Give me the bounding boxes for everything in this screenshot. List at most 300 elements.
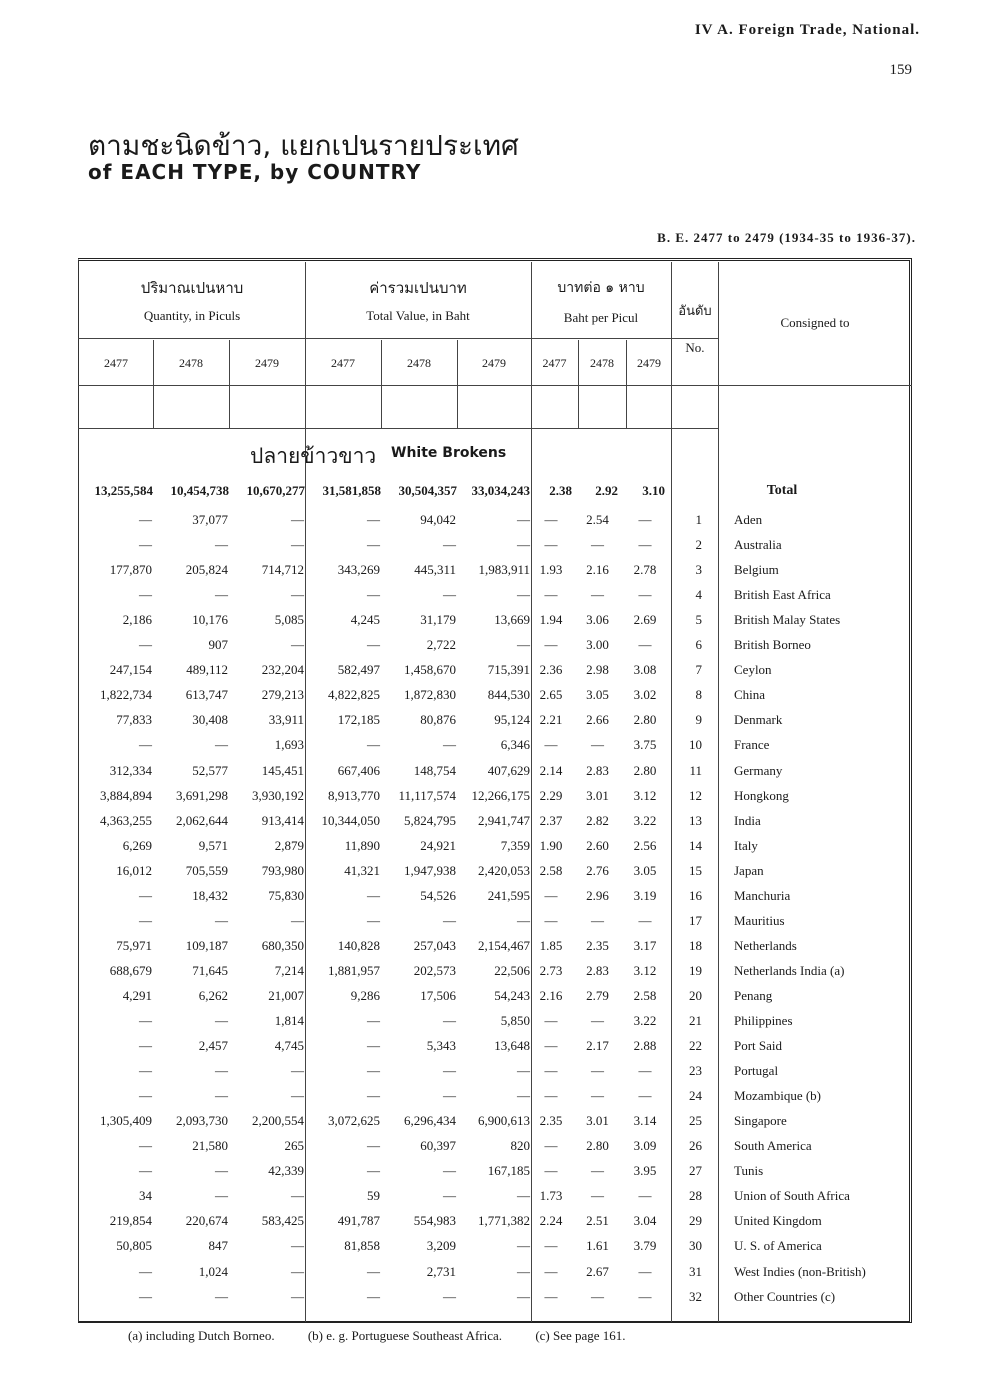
quantity-2477-cell: — [139,1138,152,1154]
value-2477-cell: 59 [367,1188,380,1204]
value-2477-cell: — [367,1088,380,1104]
value-2478-cell: — [443,1163,456,1179]
value-2479-cell: 407,629 [487,762,530,778]
value-2478-cell: 202,573 [413,962,456,978]
value-2479-cell: — [517,587,530,603]
value-2477-cell: 1,881,957 [328,962,380,978]
value-2478-cell: 2,722 [426,637,456,653]
row-number: 27 [689,1163,702,1179]
quantity-2478-cell: 220,674 [185,1213,228,1229]
quantity-2478-cell: — [215,1013,228,1028]
year-header: 2477 [331,356,355,370]
value-2478-cell: 31,179 [420,612,456,628]
value-2479-cell: — [517,1063,530,1079]
quantity-2478-cell: 489,112 [186,662,228,678]
total-perpicul-2479: 3.10 [642,483,665,498]
value-2478-cell: — [443,1188,456,1204]
value-2477-cell: — [367,537,380,553]
quantity-header-en: Quantity, in Piculs [143,308,241,323]
value-2479-cell: 5,850 [500,1013,530,1028]
perpicul-2477-cell: — [544,912,558,928]
country-name: Penang [734,987,773,1003]
country-name: Philippines [734,1013,793,1028]
table-row [0,983,990,1008]
year-header: 2477 [542,356,567,370]
perpicul-2478-cell: 3.05 [586,687,609,703]
value-2478-cell: — [443,1088,456,1104]
perpicul-2479-cell: — [638,1263,652,1279]
quantity-2477-cell: 16,012 [116,862,152,878]
perpicul-2479-cell: — [638,512,652,527]
table-row [0,783,990,808]
quantity-2478-cell: 18,432 [192,887,228,903]
perpicul-2479-cell: 3.02 [633,687,657,703]
quantity-2479-cell: 2,200,554 [252,1113,304,1129]
perpicul-2479-cell: 3.12 [633,962,657,978]
value-2478-cell: — [443,1013,456,1028]
total-perpicul-2477: 2.38 [549,483,572,498]
value-2478-cell: 6,296,434 [404,1113,456,1129]
value-2479-cell: 7,359 [500,837,530,853]
table-row [0,958,990,983]
no-header-thai: อันดับ [678,304,712,319]
perpicul-2479-cell: 3.79 [633,1238,657,1254]
perpicul-2478-cell: — [591,737,604,753]
perpicul-2477-cell: 2.14 [539,762,563,778]
value-2477-cell: — [367,587,380,603]
total-value-2479: 33,034,243 [471,483,530,498]
perpicul-2478-cell: 2.96 [586,887,609,903]
header-divider [78,338,718,339]
country-name: Hongkong [734,787,789,803]
perpicul-header-thai: บาทต่อ ๑ หาบ [557,280,645,296]
quantity-2479-cell: — [291,1288,304,1304]
table-row [0,707,990,732]
perpicul-2478-cell: — [591,1013,604,1028]
table-row [0,908,990,933]
quantity-2477-cell: — [139,1013,152,1028]
perpicul-2478-cell: 3.01 [586,1113,609,1129]
quantity-2479-cell: 42,339 [268,1163,304,1179]
perpicul-2478-cell: 2.79 [586,987,609,1003]
perpicul-2479-cell: 3.09 [633,1138,657,1154]
section-title-thai: ปลายข้าวขาว [250,444,377,468]
quantity-2478-cell: — [215,537,228,553]
perpicul-2477-cell: — [544,1063,558,1079]
perpicul-2477-cell: 2.36 [539,662,563,678]
value-2477-cell: 667,406 [337,762,380,778]
row-number: 25 [689,1113,702,1129]
country-name: South America [734,1138,812,1154]
value-2478-cell: 5,824,795 [404,812,456,828]
table-row [0,1259,990,1284]
total-quantity-2479: 10,670,277 [246,483,305,498]
perpicul-2479-cell: 3.19 [633,887,657,903]
total-quantity-2477: 13,255,584 [94,483,153,498]
row-number: 22 [689,1038,702,1054]
row-number: 17 [689,912,702,928]
value-2478-cell: 554,983 [413,1213,456,1229]
perpicul-2477-cell: — [544,1088,558,1104]
value-header-thai: ค่ารวมเปนบาท [369,279,467,297]
page-number: 159 [889,62,912,78]
perpicul-2477-cell: — [544,637,558,653]
value-2479-cell: — [517,1288,530,1304]
table-row [0,883,990,908]
table-row [0,557,990,582]
country-name: Netherlands [734,937,797,953]
value-2479-cell: 1,983,911 [478,562,530,578]
perpicul-2477-cell: 1.90 [539,837,563,853]
total-quantity-2478: 10,454,738 [170,483,229,498]
quantity-2479-cell: — [291,1188,304,1204]
perpicul-2479-cell: — [638,1288,652,1304]
value-2479-cell: 13,648 [494,1038,530,1054]
value-2479-cell: 715,391 [487,662,530,678]
quantity-2477-cell: — [139,1063,152,1079]
value-2479-cell: 95,124 [494,712,530,728]
perpicul-2479-cell: — [638,1063,652,1079]
perpicul-2477-cell: 1.73 [539,1188,563,1204]
perpicul-2479-cell: 3.22 [633,1013,657,1028]
quantity-2477-cell: 219,854 [109,1213,152,1229]
perpicul-2477-cell: — [544,1288,558,1304]
perpicul-2479-cell: 2.80 [633,712,657,728]
quantity-2478-cell: — [215,1288,228,1304]
value-2478-cell: — [443,587,456,603]
total-value-2478: 30,504,357 [398,483,457,498]
quantity-2477-cell: — [139,637,152,653]
value-2477-cell: 10,344,050 [321,812,380,828]
table-row [0,632,990,657]
value-2478-cell: 11,117,574 [398,787,456,803]
quantity-2479-cell: 680,350 [261,937,304,953]
row-number: 3 [695,562,702,578]
value-2478-cell: 54,526 [420,887,456,903]
year-divider [578,340,579,428]
country-name: Mozambique (b) [734,1088,822,1104]
row-number: 9 [695,712,702,728]
consigned-header: Consigned to [780,315,850,330]
perpicul-2479-cell: 3.17 [633,937,657,953]
table-row [0,1183,990,1208]
value-2479-cell: 2,941,747 [478,812,530,828]
quantity-2479-cell: 793,980 [261,862,304,878]
table-row [0,833,990,858]
country-name: Port Said [734,1038,783,1054]
quantity-2479-cell: 1,693 [274,737,304,753]
table-row [0,1133,990,1158]
year-header: 2479 [482,356,506,370]
value-2477-cell: — [367,1013,380,1028]
perpicul-2479-cell: 3.05 [633,862,657,878]
value-2477-cell: — [367,1288,380,1304]
row-number: 31 [689,1263,702,1279]
perpicul-2479-cell: — [638,912,652,928]
quantity-2478-cell: 37,077 [192,512,228,527]
row-number: 28 [689,1188,702,1204]
quantity-2478-cell: 907 [208,637,228,653]
country-name: Aden [734,512,763,527]
country-name: British Borneo [734,637,811,653]
total-perpicul-2478: 2.92 [595,483,618,498]
footnote-c: (c) See page 161. [535,1328,626,1343]
value-2477-cell: 343,269 [337,562,380,578]
perpicul-2479-cell: 3.75 [633,737,657,753]
table-row [0,1008,990,1033]
perpicul-2478-cell: 2.98 [586,662,609,678]
value-2477-cell: — [367,1038,380,1054]
quantity-2478-cell: 2,062,644 [176,812,228,828]
perpicul-2478-cell: — [591,1188,604,1204]
row-number: 11 [689,762,702,778]
row-number: 12 [689,787,702,803]
perpicul-header-en: Baht per Picul [563,310,639,325]
perpicul-2478-cell: 1.61 [586,1238,609,1254]
perpicul-2479-cell: — [638,1088,652,1104]
quantity-2479-cell: 75,830 [268,887,304,903]
table-row [0,507,990,532]
total-value-2477: 31,581,858 [322,483,381,498]
country-name: Italy [734,837,758,853]
value-2477-cell: 41,321 [344,862,380,878]
value-2479-cell: — [517,537,530,553]
year-divider [457,340,458,428]
value-2478-cell: 94,042 [420,512,456,527]
quantity-2477-cell: — [139,887,152,903]
quantity-2478-cell: 705,559 [185,862,228,878]
section-title-english: White Brokens [391,445,507,461]
perpicul-2477-cell: 2.58 [539,862,563,878]
table-row [0,607,990,632]
value-2477-cell: — [367,1263,380,1279]
quantity-2479-cell: 3,930,192 [252,787,304,803]
table-row [0,1284,990,1309]
quantity-2479-cell: — [291,537,304,553]
value-2479-cell: 12,266,175 [471,787,530,803]
value-2478-cell: 2,731 [426,1263,456,1279]
title-english: of EACH TYPE, by COUNTRY [88,160,422,184]
quantity-2478-cell: 1,024 [198,1263,228,1279]
value-2478-cell: 1,947,938 [404,862,456,878]
perpicul-2478-cell: 2.76 [586,862,609,878]
value-2479-cell: — [517,637,530,653]
row-number: 15 [689,862,702,878]
perpicul-2477-cell: 2.65 [539,687,563,703]
quantity-2478-cell: 10,176 [192,612,228,628]
quantity-2479-cell: 21,007 [268,987,304,1003]
country-name: Portugal [734,1063,779,1079]
quantity-2479-cell: 33,911 [268,712,304,728]
value-2478-cell: 5,343 [426,1038,456,1054]
footnote-b: (b) e. g. Portuguese Southeast Africa. [307,1328,503,1343]
quantity-2478-cell: 9,571 [198,837,228,853]
quantity-2478-cell: — [215,1163,228,1179]
quantity-2477-cell: — [139,912,152,928]
row-number: 8 [695,687,702,703]
perpicul-2477-cell: — [544,537,558,553]
row-number: 23 [689,1063,702,1079]
table-row [0,532,990,557]
year-row-divider [78,385,912,386]
table-row [0,1208,990,1233]
perpicul-2477-cell: — [544,737,558,753]
perpicul-2479-cell: 2.56 [633,837,657,853]
quantity-2479-cell: 2,879 [274,837,304,853]
perpicul-2477-cell: — [544,1138,558,1154]
value-2479-cell: 167,185 [487,1163,530,1179]
value-2479-cell: — [517,1263,530,1279]
perpicul-2477-cell: 1.85 [539,937,563,953]
row-number: 10 [689,737,702,753]
quantity-2477-cell: — [139,1163,152,1179]
row-number: 19 [689,962,702,978]
quantity-2477-cell: 2,186 [122,612,152,628]
perpicul-2477-cell: — [544,587,558,603]
perpicul-2478-cell: 2.66 [586,712,609,728]
perpicul-2479-cell: 3.14 [633,1113,657,1129]
row-number: 21 [689,1013,702,1028]
quantity-2478-cell: 205,824 [185,562,228,578]
value-2477-cell: — [367,1138,380,1154]
quantity-2477-cell: 34 [139,1188,152,1204]
quantity-2477-cell: — [139,512,152,527]
quantity-2479-cell: 1,814 [274,1013,304,1028]
country-name: Ceylon [734,662,772,678]
perpicul-2478-cell: 2.35 [586,937,609,953]
quantity-2478-cell: 21,580 [192,1138,228,1154]
perpicul-2478-cell: — [591,537,604,553]
perpicul-2477-cell: 2.21 [539,712,563,728]
value-2478-cell: — [443,737,456,753]
value-2479-cell: 54,243 [494,987,530,1003]
year-header: 2479 [255,356,279,370]
country-name: British East Africa [734,587,831,603]
value-2477-cell: — [367,1163,380,1179]
quantity-2479-cell: 145,451 [261,762,304,778]
quantity-2477-cell: 177,870 [109,562,152,578]
perpicul-2478-cell: 2.80 [586,1138,609,1154]
perpicul-2479-cell: — [638,537,652,553]
quantity-2479-cell: 265 [284,1138,304,1154]
country-name: Germany [734,762,783,778]
perpicul-2478-cell: 2.60 [586,837,609,853]
value-2477-cell: — [367,912,380,928]
table-row [0,808,990,833]
quantity-2478-cell: — [215,912,228,928]
perpicul-2479-cell: — [638,637,652,653]
value-2478-cell: 24,921 [420,837,456,853]
country-name: France [734,737,770,753]
quantity-2477-cell: — [139,1088,152,1104]
quantity-2477-cell: — [139,587,152,603]
value-2478-cell: 1,872,830 [404,687,456,703]
year-header: 2478 [590,356,614,370]
perpicul-2478-cell: 2.82 [586,812,609,828]
value-2477-cell: 4,822,825 [328,687,380,703]
country-name: China [734,687,766,703]
country-name: U. S. of America [734,1238,822,1254]
quantity-2479-cell: — [291,1238,304,1254]
country-name: Denmark [734,712,783,728]
perpicul-2477-cell: 2.29 [539,787,563,803]
quantity-2477-cell: — [139,1263,152,1279]
table-row [0,1158,990,1183]
country-name: United Kingdom [734,1213,822,1229]
row-number: 4 [695,587,702,603]
value-2479-cell: — [517,912,530,928]
row-number: 32 [689,1288,702,1304]
value-2479-cell: 13,669 [494,612,530,628]
value-2477-cell: — [367,637,380,653]
perpicul-2479-cell: 2.78 [633,562,657,578]
quantity-2479-cell: — [291,1063,304,1079]
perpicul-2479-cell: 2.69 [633,612,657,628]
quantity-2479-cell: 7,214 [274,962,304,978]
row-number: 26 [689,1138,702,1154]
value-2477-cell: 8,913,770 [328,787,380,803]
value-2478-cell: 60,397 [420,1138,456,1154]
value-2479-cell: 6,346 [500,737,530,753]
table-row [0,758,990,783]
value-2477-cell: 81,858 [344,1238,380,1254]
quantity-2478-cell: 30,408 [192,712,228,728]
perpicul-2478-cell: — [591,912,604,928]
row-number: 30 [689,1238,702,1254]
year-header: 2478 [179,356,203,370]
value-2479-cell: 844,530 [487,687,530,703]
perpicul-2477-cell: 2.35 [539,1113,563,1129]
quantity-2477-cell: — [139,1288,152,1304]
table-row [0,1033,990,1058]
quantity-2478-cell: 613,747 [185,687,228,703]
year-divider [626,340,627,428]
perpicul-2477-cell: — [544,1163,558,1179]
perpicul-2478-cell: — [591,1088,604,1104]
country-name: Australia [734,537,782,553]
period-heading: B. E. 2477 to 2479 (1934-35 to 1936-37). [657,230,916,245]
value-2479-cell: — [517,1188,530,1204]
table-row [0,1108,990,1133]
quantity-2478-cell: 71,645 [192,962,228,978]
perpicul-2478-cell: 3.01 [586,787,609,803]
quantity-2479-cell: — [291,1263,304,1279]
footnote-a: (a) including Dutch Borneo. [128,1328,275,1343]
perpicul-2478-cell: 2.51 [586,1213,609,1229]
perpicul-2477-cell: — [544,1238,558,1254]
quantity-2478-cell: 3,691,298 [176,787,228,803]
perpicul-2477-cell: 1.94 [539,612,563,628]
value-2477-cell: 491,787 [337,1213,380,1229]
perpicul-2477-cell: 2.73 [539,962,563,978]
year-header: 2477 [104,356,128,370]
row-number: 5 [695,612,702,628]
quantity-2478-cell: — [215,1188,228,1204]
perpicul-2477-cell: 1.93 [539,562,563,578]
quantity-2479-cell: 583,425 [261,1213,304,1229]
quantity-2477-cell: — [139,1038,152,1054]
value-2477-cell: — [367,1063,380,1079]
perpicul-2478-cell: 2.83 [586,762,609,778]
total-label: Total [766,483,798,498]
country-name: Other Countries (c) [734,1288,836,1304]
perpicul-2479-cell: 3.22 [633,812,657,828]
year-divider [153,340,154,428]
value-2479-cell: 820 [510,1138,530,1154]
perpicul-2479-cell: 2.88 [633,1038,657,1054]
quantity-2477-cell: 247,154 [109,662,152,678]
perpicul-2478-cell: 2.83 [586,962,609,978]
